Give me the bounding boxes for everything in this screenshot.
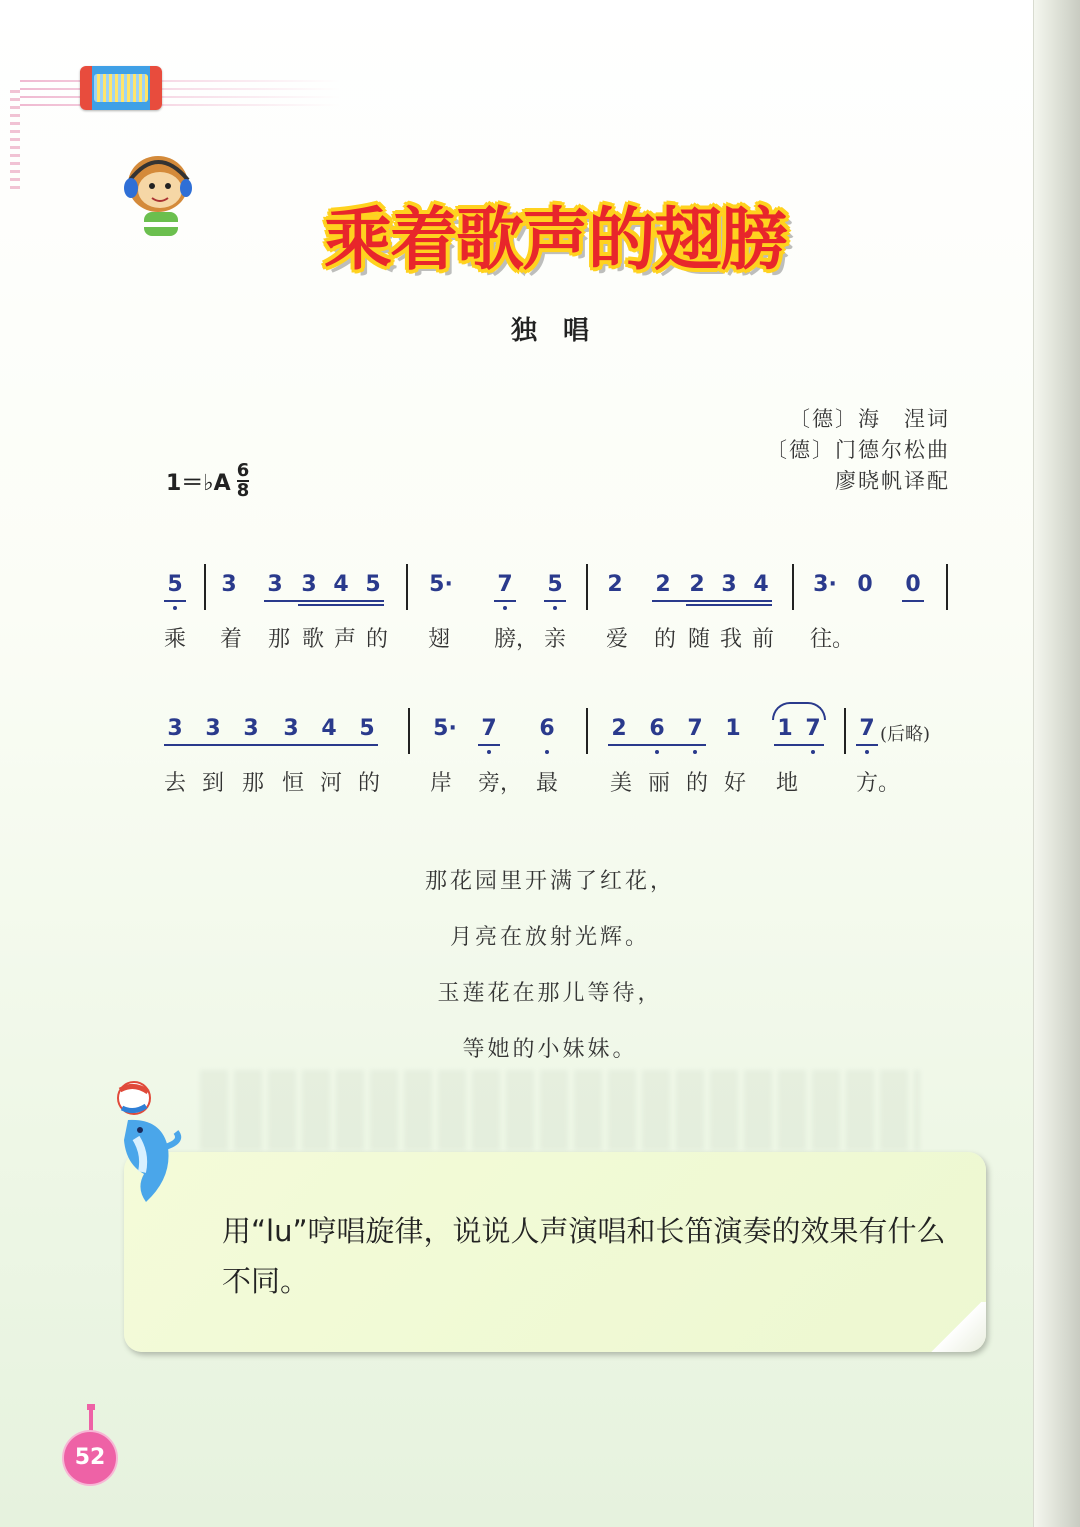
- note: 7: [856, 716, 878, 741]
- book-edge: [1033, 0, 1080, 1527]
- performance-type: 独 唱: [510, 316, 589, 346]
- time-bottom: 8: [236, 480, 250, 501]
- verse-line: 那花园里开满了红花，: [424, 869, 675, 894]
- lyric-char: 最: [536, 771, 559, 796]
- lyric-char: 去: [164, 771, 187, 796]
- eighth-underline: [902, 600, 924, 602]
- credits: [766, 404, 950, 497]
- note: 3: [167, 716, 183, 741]
- lyric-char: 岸: [430, 771, 453, 796]
- bleed-through-text: [200, 1070, 920, 1150]
- lyric-char: 丽: [648, 771, 671, 796]
- lyricist-credit: 〔德〕海 涅词: [789, 407, 950, 431]
- lyric-char: 歌: [302, 627, 325, 652]
- note: 5: [544, 572, 566, 597]
- verse-line: 等她的小妹妹。: [462, 1037, 638, 1062]
- question-text: 用“lu”哼唱旋律，说说人声演唱和长笛演奏的效果有什么不同。: [222, 1214, 946, 1298]
- lyric-char: 膀，: [494, 627, 539, 652]
- note: 3: [205, 716, 221, 741]
- eighth-underline: [478, 744, 500, 746]
- bar-line: [792, 564, 794, 610]
- bar-line: [946, 564, 948, 610]
- note: 3: [221, 572, 237, 597]
- note: 3: [721, 572, 737, 597]
- note: 7: [802, 716, 824, 741]
- note: 7: [684, 716, 706, 741]
- lyric-char: 爱: [606, 627, 629, 652]
- lyrics-line-1: [164, 622, 884, 654]
- bar-line: [406, 564, 408, 610]
- bar-line: [586, 708, 588, 754]
- key-tonic: 1＝♭A: [166, 470, 231, 496]
- note: 3: [267, 572, 283, 597]
- eighth-underline: [856, 744, 878, 746]
- note: 5·: [433, 716, 457, 741]
- eighth-underline: [774, 744, 824, 746]
- key-signature: [166, 462, 249, 500]
- time-top: 6: [236, 460, 250, 481]
- composer-credit: 〔德〕门德尔松曲: [766, 438, 950, 462]
- page-number: 52: [64, 1432, 116, 1484]
- bar-line: [844, 708, 846, 754]
- lyric-char: 乘: [164, 627, 187, 652]
- sixteenth-underline: [298, 604, 384, 606]
- note: 3·: [813, 572, 837, 597]
- verse-line: 月亮在放射光辉。: [449, 925, 650, 950]
- bar-line: [586, 564, 588, 610]
- monkey-mascot-icon: [122, 150, 196, 242]
- translator-credit: 廖晓帆译配: [835, 469, 950, 493]
- lyric-char: 恒: [282, 771, 305, 796]
- note: 0: [905, 572, 921, 597]
- sixteenth-underline: [686, 604, 772, 606]
- note: 1: [777, 716, 793, 741]
- lyric-char: 河: [320, 771, 343, 796]
- eighth-underline: [164, 600, 186, 602]
- dolphin-mascot-icon: [106, 1078, 196, 1208]
- lyric-char: 那: [242, 771, 265, 796]
- lyric-char: 往。: [810, 627, 855, 652]
- note: 2: [607, 572, 623, 597]
- note: 6: [646, 716, 668, 741]
- note: 1: [725, 716, 741, 741]
- bar-line: [408, 708, 410, 754]
- note: 3: [283, 716, 299, 741]
- decorative-dashes: [10, 90, 20, 190]
- lyric-char: 的: [366, 627, 389, 652]
- note: 2: [689, 572, 705, 597]
- lyric-char: 旁，: [478, 771, 523, 796]
- lyric-char: 声: [334, 627, 357, 652]
- note: 5: [359, 716, 375, 741]
- lyric-char: 方。: [856, 771, 901, 796]
- lyric-char: 好: [724, 771, 747, 796]
- note: 5: [164, 572, 186, 597]
- verse-line: 玉莲花在那儿等待，: [437, 981, 663, 1006]
- note: 3: [301, 572, 317, 597]
- lyric-char: 随: [688, 627, 711, 652]
- note: 4: [333, 572, 349, 597]
- lyric-char: 美: [610, 771, 633, 796]
- lyric-char: 翅: [428, 627, 451, 652]
- note: 7: [478, 716, 500, 741]
- note: 3: [243, 716, 259, 741]
- eighth-underline: [164, 744, 378, 746]
- bar-line: [204, 564, 206, 610]
- lyric-char: 到: [202, 771, 225, 796]
- accordion-icon: [80, 66, 162, 110]
- slur: [772, 702, 826, 720]
- omitted-annotation: (后略): [880, 724, 931, 745]
- lyric-char: 的: [686, 771, 709, 796]
- note: 2: [655, 572, 671, 597]
- song-title: 乘着歌声的翅膀: [323, 201, 786, 280]
- note: 5: [365, 572, 381, 597]
- eighth-underline: [494, 600, 516, 602]
- lyric-char: 前: [752, 627, 775, 652]
- note: 4: [321, 716, 337, 741]
- time-signature: [237, 462, 250, 500]
- lyric-char: 着: [220, 627, 243, 652]
- page-curl: [926, 1302, 986, 1352]
- note: 0: [857, 572, 873, 597]
- eighth-underline: [264, 600, 384, 602]
- second-verse: [400, 864, 700, 1088]
- note: 2: [611, 716, 627, 741]
- eighth-underline: [608, 744, 706, 746]
- lyric-char: 那: [268, 627, 291, 652]
- lyric-char: 我: [720, 627, 743, 652]
- note: 4: [753, 572, 769, 597]
- lyric-char: 的: [358, 771, 381, 796]
- eighth-underline: [652, 600, 772, 602]
- eighth-underline: [544, 600, 566, 602]
- note: 6: [536, 716, 558, 741]
- lyric-char: 亲: [544, 627, 567, 652]
- lyrics-line-2: [164, 766, 901, 798]
- header-decoration: [20, 72, 350, 112]
- lyric-char: 的: [654, 627, 677, 652]
- lyric-char: 地: [776, 771, 799, 796]
- note: 5·: [429, 572, 453, 597]
- note: 7: [494, 572, 516, 597]
